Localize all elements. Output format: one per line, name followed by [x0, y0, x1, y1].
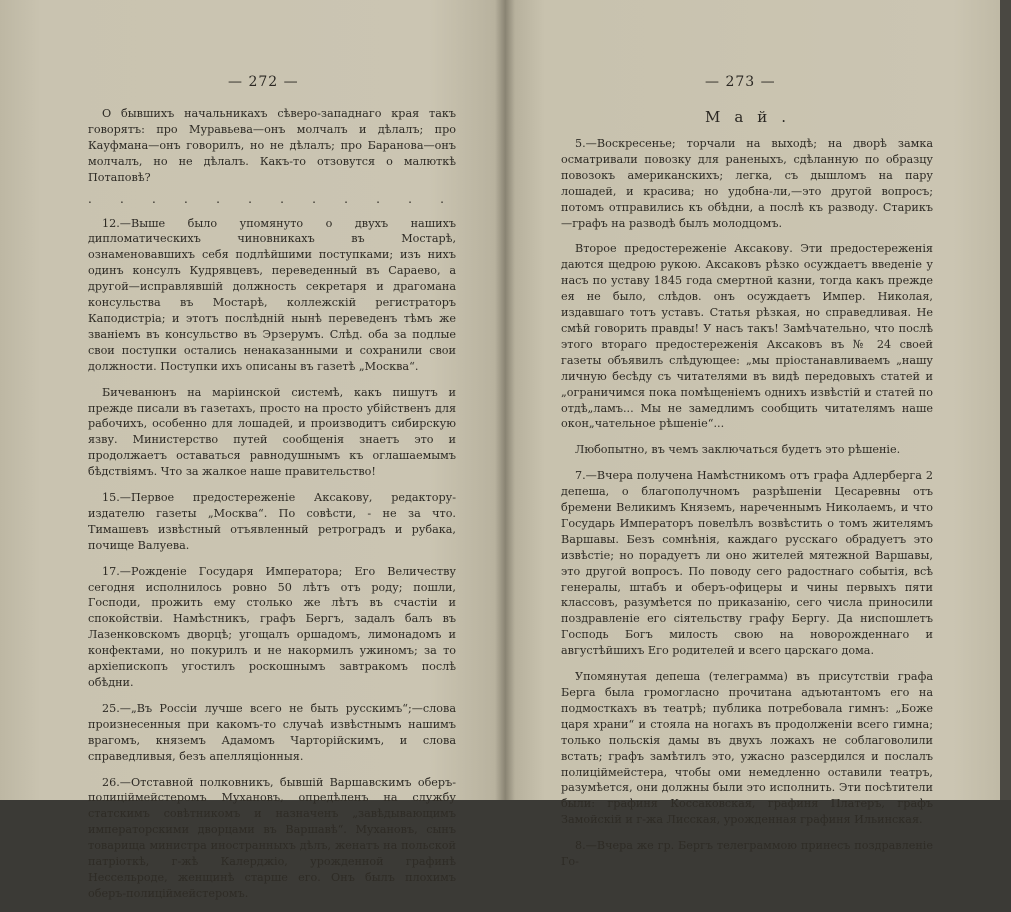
right-paragraph-0: 5.—Воскресенье; торчали на выходѣ; на дворѣ замка осматривали повозку для раненыхъ, сдѣланную по образцу повозокъ американскихъ; легка, съ дышломъ на пару лошадей, и красива; но удобна-ли,—это другой вопросъ; потомъ отправились къ обѣдни, а послѣ къ разводу. Старикъ—графъ на разводѣ былъ молодцомъ.: [561, 137, 933, 230]
month-heading: Май.: [705, 108, 801, 126]
left-paragraph-1: 12.—Выше было упомянуто о двухъ нашихъ дипломатическихъ чиновникахъ въ Мостарѣ, ознаменовавшихъ себя подлѣйшими поступками; изъ нихъ одинъ консулъ Кудрявцевъ, переведенный въ Сараево, а другой—исправлявшій должность секретаря и драгомана консульства въ Мостарѣ, коллежскій регистраторъ Каподистріа; и этотъ послѣдній нынѣ переведенъ тѣмъ же званіемъ въ консульство въ Эрзерумъ. Слѣд. оба за подлые свои поступки остались ненаказанными и сохранили свои должности. Поступки ихъ описаны въ газетѣ „Москва“.: [88, 216, 456, 373]
right-paragraph-3: 7.—Вчера получена Намѣстникомъ отъ графа Адлерберга 2 депеша, о благополучномъ разрѣшеніи Цесаревны отъ бремени Великимъ Княземъ, нареченнымъ Николаемъ, и что Государь Императоръ повелѣлъ возвѣстить о томъ жителямъ Варшавы. Безъ сомнѣнія, каждаго русскаго обрадуетъ это извѣстіе; но порадуетъ ли оно жителей мятежной Варшавы, это другой вопросъ. По поводу сего радостнаго событія, всѣ генералы, штабъ и оберъ-офицеры и чины первыхъ пяти классовъ, разумѣется по приказанію, сего числа приносили поздравленіе его сіятельству графу Бергу. Да ниспошлетъ Господь Богъ милость свою на новорожденнаго и августѣйшихъ Его родителей и всего царскаго дома.: [561, 469, 933, 658]
left-paragraph-0: О бывшихъ начальникахъ сѣверо-западнаго края такъ говорятъ: про Муравьева—онъ молчалъ и дѣлалъ; про Кауфмана—онъ говорилъ, но не дѣлалъ; про Баранова—онъ молчалъ, но не дѣлалъ. Какъ-то отзовутся о малюткѣ Потаповѣ?: [88, 107, 456, 184]
right-paragraph-4: Упомянутая депеша (телеграмма) въ присутствіи графа Берга была громогласно прочитана адъютантомъ его на подмосткахъ въ театрѣ; публика потребовала гимнъ: „Боже царя храни“ и стояла на ногахъ въ продолженіи всего гимна; только польскія дамы въ двухъ ложахъ не соблаговолили встать; графъ замѣтилъ это, ужасно разсердился и послалъ полиціймейстера, чтобы оми немедленно оставили театръ, разумѣется, они должны были это исполнить. Эти посѣтители были: графиня Коссаковская, графиня Платеръ, графъ Замойскій и г-жа Лисская, урожденная графиня Ильинская.: [561, 670, 933, 827]
background-edge: [1000, 0, 1011, 800]
right-paragraph-5: 8.—Вчера же гр. Бергъ телеграммою принесъ поздравленіе Го-: [561, 839, 933, 869]
left-paragraph-2: Бичеванюнъ на маріинской системѣ, какъ пишутъ и прежде писали въ газетахъ, просто на просто убійственъ для рабочихъ, особенно для лошадей, и производитъ сибирскую язву. Министерство путей сообщенія знаетъ это и продолжаетъ оставаться равнодушнымъ къ оглашаемымъ бѣдствіямъ. Что за жалкое наше правительство!: [88, 385, 456, 479]
page-number-right: — 273 —: [705, 74, 776, 90]
right-paragraph-2: Любопытно, въ чемъ заключаться будетъ это рѣшеніе.: [575, 443, 901, 457]
left-paragraph-6: 26.—Отставной полковникъ, бывшій Варшавскимъ оберъ-полиціймейстеромъ Мухановъ, опредѣленъ на службу статскимъ совѣтникомъ и назначенъ „завѣдывающимъ императорскими дворцами въ Варшавѣ“. Мухановъ, сынъ товарища министра иностранныхъ дѣлъ, женатъ на польской патріоткѣ, г-жѣ Калерджіо, урожденной графинѣ Нессельроде, женщинѣ старше его. Онъ былъ плохимъ оберъ-полиціймейстеромъ.: [88, 775, 456, 900]
right-paragraph-1: Второе предостереженіе Аксакову. Эти предостереженія даются щедрою рукою. Аксаковъ рѣзко осуждаетъ введеніе у насъ по уставу 1845 года смертной казни, тогда какъ прежде ея не было, слѣдов. онъ осуждаетъ Импер. Николая, издавшаго тотъ уставъ. Статья рѣзкая, но справедливая. Не смѣй говорить правды! У насъ такъ! Замѣчательно, что послѣ этого втораго предостереженія Аксаковъ въ № 24 своей газеты объявилъ слѣдующее: „мы пріостанавливаемъ „нашу личную бесѣду съ читателями въ видѣ передовыхъ статей и „ограничимся пока помѣщеніемъ однихъ извѣстій и статей по отдѣ„ламъ... Мы не замедлимъ сообщить читателямъ наше окон„чательное рѣшеніе“...: [561, 242, 933, 431]
left-paragraph-3: 15.—Первое предостереженіе Аксакову, редактору-издателю газеты „Москва“. По совѣсти, - не за что. Тимашевъ извѣстный отъявленный ретроградъ и рубака, почище Валуева.: [88, 491, 456, 552]
left-text-column: [88, 106, 456, 912]
right-text-column: [561, 136, 933, 880]
ellipsis-separator: . . . . . . . . . . . .: [88, 191, 456, 206]
page-number-left: — 272 —: [228, 74, 299, 90]
left-paragraph-5: 25.—„Въ Россіи лучше всего не быть русскимъ“;—слова произнесенныя при какомъ-то случаѣ извѣстнымъ нашимъ врагомъ, княземъ Адамомъ Чарторійскимъ, и слова справедливыя, безъ апелляціонныя.: [88, 701, 456, 763]
left-paragraph-4: 17.—Рожденіе Государя Императора; Его Величеству сегодня исполнилось ровно 50 лѣтъ отъ роду; пошли, Господи, прожить ему столько же лѣтъ въ счастіи и спокойствіи. Намѣстникъ, графъ Бергъ, задалъ балъ въ Лазенковскомъ дворцѣ; угощалъ оршадомъ, лимонадомъ и конфектами, но покурилъ и не накормилъ ужиномъ; за то архіепископъ угостилъ роскошнымъ завтракомъ послѣ обѣдни.: [88, 564, 456, 689]
left-page: [0, 0, 505, 900]
book-gutter: [495, 0, 515, 800]
right-page: [505, 0, 1003, 869]
